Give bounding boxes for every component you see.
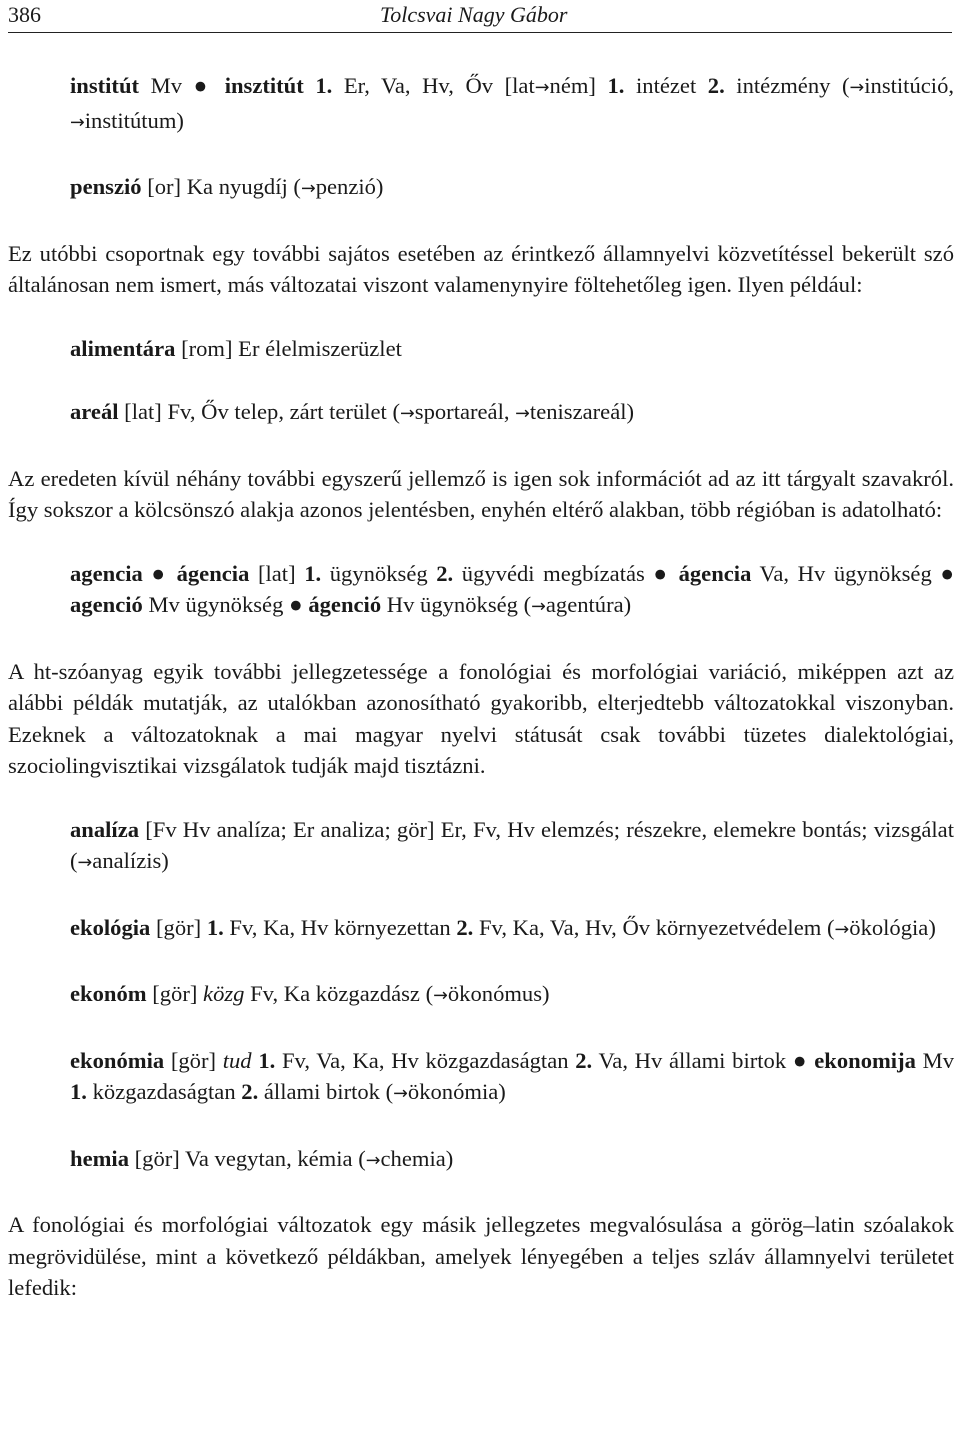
dictionary-entry: hemia [gör] Va vegytan, kémia (→chemia)	[70, 1145, 454, 1171]
dictionary-entry: institút Mv ● insztitút 1. Er, Va, Hv, Őv [lat→ném] 1. intézet 2. intézmény (→institúció, →institútum)	[70, 73, 955, 133]
block-gap	[8, 1013, 954, 1045]
header-rule	[8, 32, 952, 33]
dictionary-entry: alimentára [rom] Er élelmiszerüzlet	[70, 335, 402, 361]
page-number: 386	[8, 2, 41, 27]
block-gap	[8, 139, 954, 171]
running-header	[8, 0, 952, 34]
dictionary-entry: ekológia [gör] 1. Fv, Ka, Hv környezettan 2. Fv, Ka, Va, Hv, Őv környezetvédelem (→ökológia)	[70, 914, 936, 940]
block-gap	[8, 1177, 954, 1209]
block-gap	[8, 880, 954, 912]
dictionary-entry: penszió [or] Ka nyugdíj (→penzió)	[70, 174, 384, 199]
dictionary-entry: areál [lat] Fv, Őv telep, zárt terület (→sportareál, →teniszareál)	[70, 399, 635, 424]
block-gap	[8, 946, 954, 978]
body-paragraph: A fonológiai és morfológiai változatok egy másik jellegzetes megvalósulása a görög–latin szóalakok megrövidülése, mint a következő példákban, amelyek lényegében a teljes szláv államnyelvi területet lefedik:	[8, 1212, 954, 1300]
dictionary-entry: ekonómia [gör] tud 1. Fv, Va, Ka, Hv közgazdaságtan 2. Va, Hv állami birtok ● ekonomija Mv 1. közgazdaságtan 2. állami birtok (→ökonómia)	[70, 1047, 954, 1104]
block-gap	[8, 364, 954, 396]
dictionary-entry: ekonóm [gör] közg Fv, Ka közgazdász (→ökonómus)	[70, 981, 550, 1006]
body-paragraph: A ht-szóanyag egyik további jellegzetessége a fonológiai és morfológiai variáció, miképpen azt az alábbi példák mutatják, az utalókban azonosítható gyakoribb, elterjedtebb változatokkal viszonyban. Ezeknek a változatoknak a mai magyar nyelvi státusát csak további tüzetes dialektológiai, szociolingvisztikai vizsgálatok tudják majd tisztázni.	[8, 658, 954, 778]
body-paragraph: Az eredeten kívül néhány további egyszerű jellemző is igen sok információt ad az itt tárgyalt szavakról. Így sokszor a kölcsönszó alakja azonos jelentésben, enyhén eltérő alakban, több régióban is adatolható:	[8, 465, 954, 522]
block-gap	[8, 782, 954, 814]
block-gap	[8, 431, 954, 463]
body-text	[8, 70, 954, 1304]
block-gap	[8, 301, 954, 333]
block-gap	[8, 526, 954, 558]
block-gap	[8, 624, 954, 656]
block-gap	[8, 1111, 954, 1143]
dictionary-entry: agencia ● ágencia [lat] 1. ügynökség 2. ügyvédi megbízatás ● ágencia Va, Hv ügynökség ● agenció Mv ügynökség ● ágenció Hv ügynökség (→agentúra)	[70, 560, 954, 617]
running-title: Tolcsvai Nagy Gábor	[380, 2, 568, 27]
body-paragraph: Ez utóbbi csoportnak egy további sajátos esetében az érintkező államnyelvi közvetítéssel bekerült szó általánosan nem ismert, más változatai viszont valamenynyire föltehetőleg igen. Ilyen például:	[8, 240, 954, 297]
dictionary-entry: analíza [Fv Hv analíza; Er analiza; gör] Er, Fv, Hv elemzés; részekre, elemekre bontás; vizsgálat (→analízis)	[70, 816, 954, 873]
block-gap	[8, 206, 954, 238]
